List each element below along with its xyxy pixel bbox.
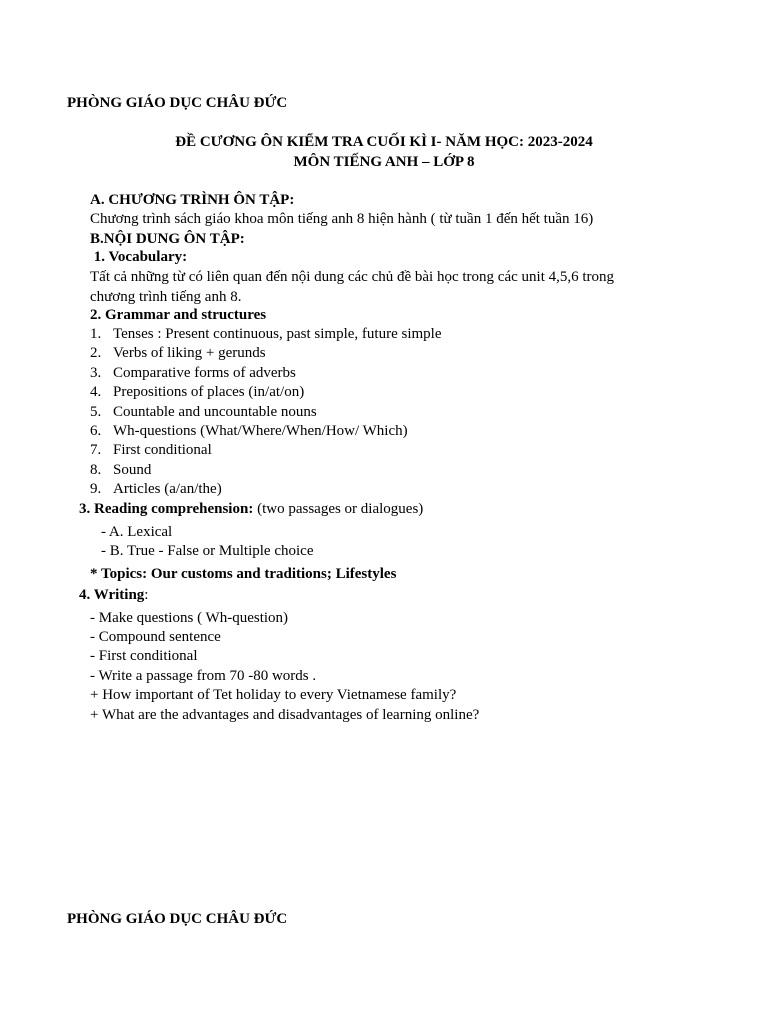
school-footer: PHÒNG GIÁO DỤC CHÂU ĐỨC: [67, 911, 288, 927]
grammar-heading: 2. Grammar and structures: [90, 307, 267, 323]
list-item-text: Articles (a/an/the): [113, 481, 222, 498]
writing-item: - First conditional: [90, 648, 198, 664]
list-item: [90, 441, 441, 460]
list-item: [90, 403, 441, 422]
writing-item: - Write a passage from 70 -80 words .: [90, 668, 317, 684]
list-item-text: Prepositions of places (in/at/on): [113, 384, 305, 401]
writing-item: - Make questions ( Wh-question): [90, 610, 289, 626]
list-item-text: First conditional: [113, 442, 212, 459]
document-title: ĐỀ CƯƠNG ÔN KIỂM TRA CUỐI KÌ I- NĂM HỌC: 2023-2024: [175, 134, 593, 150]
list-item: [90, 461, 441, 480]
list-item: [90, 383, 441, 402]
list-item-text: Wh-questions (What/Where/When/How/ Which): [113, 422, 408, 439]
writing-heading: 4. Writing: [79, 587, 145, 603]
list-item-text: Sound: [113, 461, 152, 478]
list-item-number: 3.: [90, 364, 102, 381]
list-item-number: 4.: [90, 384, 102, 401]
list-item-text: Comparative forms of adverbs: [113, 364, 296, 381]
list-item: [90, 480, 441, 499]
list-item-number: 7.: [90, 442, 102, 459]
topics-line: * Topics: Our customs and traditions; Lifestyles: [90, 566, 397, 582]
vocabulary-heading: 1. Vocabulary:: [90, 249, 188, 265]
list-item: [90, 325, 441, 344]
reading-item-a: - A. Lexical: [101, 524, 173, 540]
grammar-list: [90, 325, 441, 500]
list-item-number: 8.: [90, 461, 102, 478]
section-a-text: Chương trình sách giáo khoa môn tiếng anh 8 hiện hành ( từ tuần 1 đến hết tuần 16): [90, 211, 594, 227]
writing-item: + How important of Tet holiday to every Vietnamese family?: [90, 687, 457, 703]
reading-note: (two passages or dialogues): [253, 501, 424, 517]
reading-line: [79, 500, 423, 519]
writing-heading-line: [79, 586, 148, 605]
writing-colon: :: [144, 587, 149, 603]
list-item-number: 2.: [90, 345, 102, 362]
list-item-number: 5.: [90, 403, 102, 420]
vocabulary-text-line2: chương trình tiếng anh 8.: [90, 289, 242, 305]
school-header: PHÒNG GIÁO DỤC CHÂU ĐỨC: [67, 95, 288, 111]
list-item-number: 1.: [90, 326, 102, 342]
list-item-text: Tenses : Present continuous, past simple, future simple: [113, 326, 442, 342]
reading-item-b: - B. True - False or Multiple choice: [101, 543, 314, 559]
document-subtitle: MÔN TIẾNG ANH – LỚP 8: [293, 154, 475, 170]
writing-item: - Compound sentence: [90, 629, 221, 645]
list-item: [90, 344, 441, 363]
list-item-text: Countable and uncountable nouns: [113, 403, 317, 420]
section-a-heading: A. CHƯƠNG TRÌNH ÔN TẬP:: [90, 192, 295, 208]
list-item: [90, 364, 441, 383]
list-item-number: 6.: [90, 422, 102, 439]
list-item-text: Verbs of liking + gerunds: [113, 345, 266, 362]
section-b-heading: B.NỘI DUNG ÔN TẬP:: [90, 231, 245, 247]
list-item: [90, 422, 441, 441]
list-item-number: 9.: [90, 481, 102, 498]
reading-heading: 3. Reading comprehension:: [79, 501, 254, 517]
vocabulary-text-line1: Tất cả những từ có liên quan đến nội dung các chủ đề bài học trong các unit 4,5,6 trong: [90, 269, 615, 285]
writing-item: + What are the advantages and disadvantages of learning online?: [90, 707, 480, 723]
